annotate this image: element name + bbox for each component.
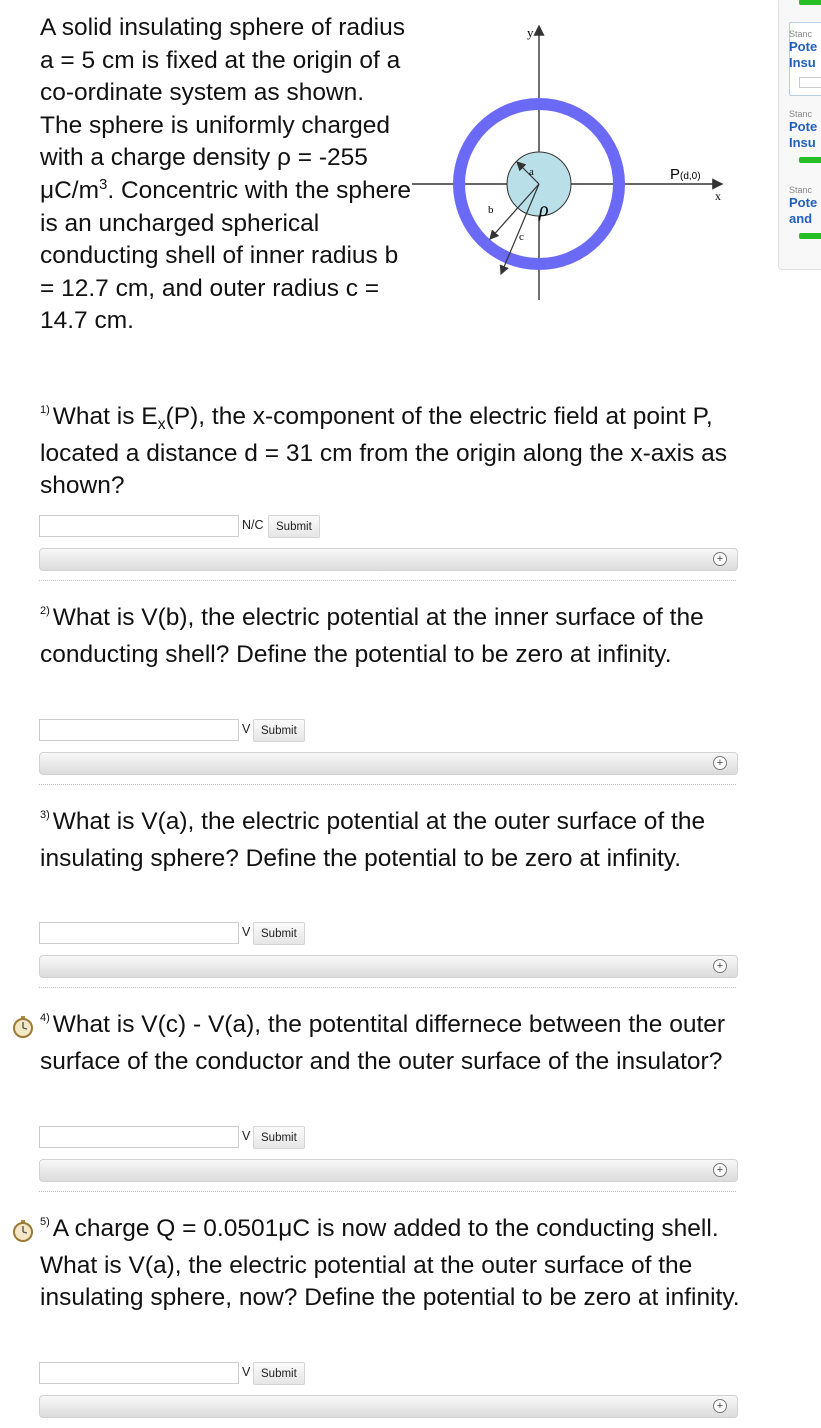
label-x: x [715, 189, 721, 203]
problem-text: A solid insulating sphere of radius a = 5 cm is fixed at the origin of a co-ordinate system as shown. The sphere is uniformly charged with a charge density ρ = -255 μC/m [40, 14, 405, 204]
answer-input-2[interactable] [39, 719, 239, 741]
unit-label-2: V [242, 722, 251, 736]
label-y: y [527, 25, 534, 40]
unit-label-1: N/C [242, 518, 264, 532]
submit-button-4[interactable]: Submit [253, 1126, 305, 1149]
unit-label-5: V [242, 1365, 251, 1379]
problem-statement [40, 12, 412, 338]
label-a: a [529, 166, 534, 178]
question-1 [40, 401, 745, 503]
plus-icon[interactable]: + [713, 1399, 727, 1413]
nav-item-1[interactable] [789, 29, 821, 71]
plus-icon[interactable]: + [713, 959, 727, 973]
side-navigation [778, 0, 821, 270]
question-4 [40, 1009, 745, 1078]
progress-bar [799, 157, 821, 163]
separator [39, 784, 736, 785]
answer-input-3[interactable] [39, 922, 239, 944]
stopwatch-icon [12, 1219, 34, 1243]
question-text: What is E [52, 403, 158, 430]
separator [39, 1191, 736, 1192]
hints-bar-1[interactable] [39, 548, 738, 571]
hints-bar-2[interactable] [39, 752, 738, 775]
label-c: c [519, 231, 524, 243]
question-2 [40, 602, 745, 671]
nav-item-link[interactable]: Insu [789, 55, 816, 70]
nav-item-link[interactable]: Insu [789, 135, 816, 150]
nav-item-2[interactable] [789, 109, 821, 151]
question-number: 3) [40, 809, 50, 821]
plus-icon[interactable]: + [713, 756, 727, 770]
nav-item-link[interactable]: Pote [789, 39, 818, 54]
question-number: 4) [40, 1012, 50, 1024]
nav-item-link[interactable]: Pote [789, 195, 818, 210]
question-3 [40, 806, 745, 875]
unit-label-4: V [242, 1129, 251, 1143]
nav-item-standard: Stanc [789, 29, 813, 39]
point-p-label: P(d,0) [670, 166, 701, 183]
question-number: 2) [40, 605, 50, 617]
question-text-continued: (P), the x-component of the electric field at point P, located a distance d = 31 cm from the origin along the x-axis as shown? [40, 403, 728, 499]
question-text: What is V(a), the electric potential at the outer surface of the insulating sphere? Define the potential to be zero at infinity. [40, 808, 706, 872]
nav-item-link[interactable]: and [789, 211, 813, 226]
submit-button-3[interactable]: Submit [253, 922, 305, 945]
question-5 [40, 1213, 745, 1315]
superscript: 3 [99, 175, 108, 193]
hints-bar-4[interactable] [39, 1159, 738, 1182]
answer-input-4[interactable] [39, 1126, 239, 1148]
plus-icon[interactable]: + [713, 1163, 727, 1177]
submit-button-1[interactable]: Submit [268, 515, 320, 538]
hints-bar-5[interactable] [39, 1395, 738, 1418]
problem-text-continued: . Concentric with the sphere is an uncharged spherical conducting shell of inner radius b = 12.7 cm, and outer radius c = 14.7 cm. [40, 176, 412, 335]
plus-icon[interactable]: + [713, 552, 727, 566]
answer-input-5[interactable] [39, 1362, 239, 1384]
question-text: What is V(c) - V(a), the potentital differnece between the outer surface of the conductor and the outer surface of the insulator? [40, 1011, 726, 1075]
question-number: 5) [40, 1216, 50, 1228]
submit-button-2[interactable]: Submit [253, 719, 305, 742]
separator [39, 580, 736, 581]
nav-item-link[interactable]: Pote [789, 119, 818, 134]
stopwatch-icon [12, 1015, 34, 1039]
label-b: b [488, 204, 494, 216]
submit-button-5[interactable]: Submit [253, 1362, 305, 1385]
sphere-diagram [408, 18, 733, 308]
question-text: What is V(b), the electric potential at the inner surface of the conducting shell? Define the potential to be zero at infinity. [40, 604, 704, 668]
answer-input-1[interactable] [39, 515, 239, 537]
progress-box [799, 77, 821, 88]
subscript: x [157, 416, 166, 433]
separator [39, 987, 736, 988]
hints-bar-3[interactable] [39, 955, 738, 978]
nav-item-3[interactable] [789, 185, 821, 227]
progress-bar [799, 233, 821, 239]
question-number: 1) [40, 404, 50, 416]
label-rho: ρ [539, 199, 549, 221]
unit-label-3: V [242, 925, 251, 939]
nav-item-standard: Stanc [789, 185, 813, 195]
nav-item-standard: Stanc [789, 109, 813, 119]
progress-bar [799, 0, 821, 5]
question-text: A charge Q = 0.0501μC is now added to the conducting shell. What is V(a), the electric potential at the outer surface of the insulating sphere, now? Define the potential to be zero at infinity. [40, 1215, 740, 1311]
